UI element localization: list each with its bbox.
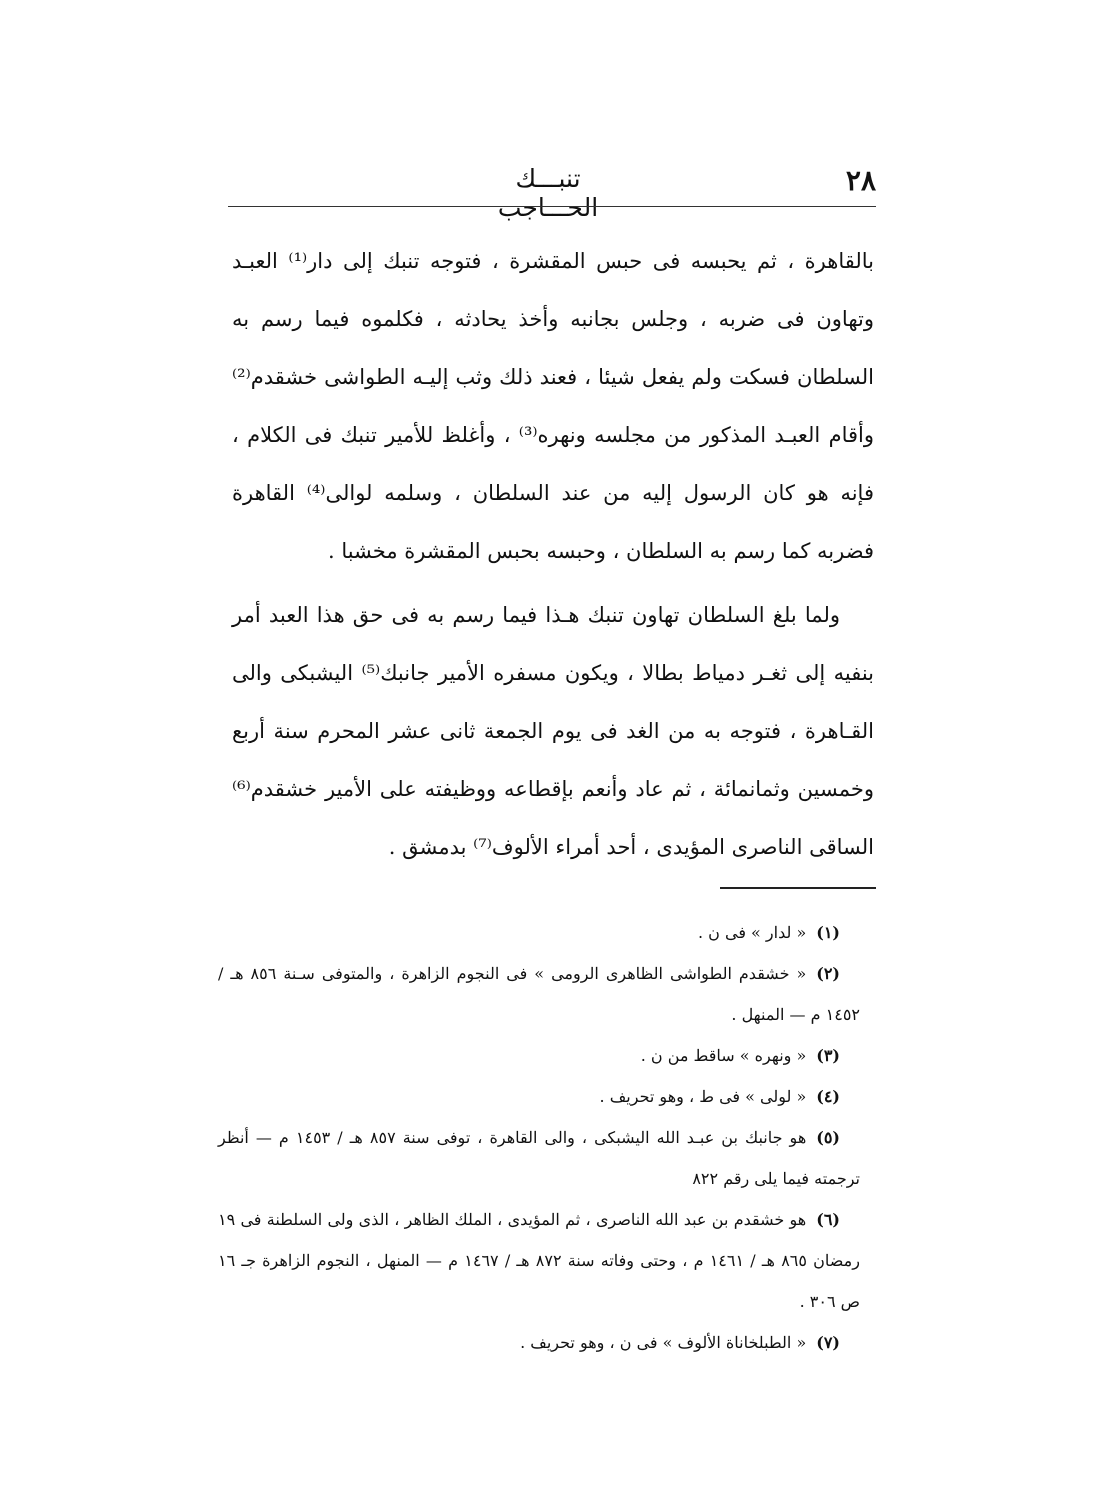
paragraph-1: بالقاهرة ، ثم يحبسه فى حبس المقشرة ، فتوجه تنبك إلى دار⁽¹⁾ العبـد وتهاون فى ضربه ، وجلس بجانبه وأخذ يحادثه ، فكلموه فيما رسم به السلطان فسكت ولم يفعل شيئا ، فعند ذلك وثب إليـه الطواشى خشقدم⁽²⁾ وأقام العبـد المذكور من مجلسه ونهره⁽³⁾ ، وأغلظ للأمير تنبك فى الكلام ، فإنه هو كان الرسول إليه من عند السلطان ، وسلمه لوالى⁽⁴⁾ القاهرة فضربه كما رسم به السلطان ، وحبسه بحبس المقشرة مخشبا . — [232, 249, 874, 563]
footnote-number: (٤) — [816, 1087, 840, 1106]
footnote-divider — [720, 887, 876, 889]
page-number: ٢٨ — [845, 164, 876, 197]
paragraph-2: ولما بلغ السلطان تهاون تنبك هـذا فيما رسم به فى حق هذا العبد أمر بنفيه إلى ثغـر دمياط بطالا ، ويكون مسفره الأمير جانبك⁽⁵⁾ اليشبكى والى القـاهرة ، فتوجه به من الغد فى يوم الجمعة ثانى عشر المحرم سنة أربع وخمسين وثمانمائة ، ثم عاد وأنعم بإقطاعه ووظيفته على الأمير خشقدم⁽⁶⁾ الساقى الناصرى المؤيدى ، أحد أمراء الألوف⁽⁷⁾ بدمشق . — [232, 603, 874, 859]
running-title: تنبـــك الحـــاجب — [497, 164, 599, 222]
footnote-number: (٥) — [816, 1128, 840, 1147]
footnote-2 — [218, 953, 860, 1035]
footnotes — [218, 912, 860, 1363]
footnote-4 — [218, 1076, 860, 1117]
main-text — [232, 232, 874, 876]
page-header — [228, 162, 876, 222]
footnote-number: (٧) — [816, 1333, 840, 1352]
footnote-number: (٣) — [816, 1046, 840, 1065]
footnote-text: « لدار » فى ن . — [697, 923, 807, 942]
footnote-number: (٦) — [816, 1210, 840, 1229]
header-divider — [228, 206, 876, 207]
footnote-text: « لولى » فى ط ، وهو تحريف . — [599, 1087, 807, 1106]
footnote-5 — [218, 1117, 860, 1199]
footnote-text: « ونهره » ساقط من ن . — [640, 1046, 807, 1065]
footnote-7 — [218, 1322, 860, 1363]
footnote-1 — [218, 912, 860, 953]
footnote-3 — [218, 1035, 860, 1076]
footnote-text: « الطبلخاناة الألوف » فى ن ، وهو تحريف . — [520, 1333, 807, 1352]
footnote-text: هو جانبك بن عبـد الله اليشبكى ، والى القاهرة ، توفى سنة ٨٥٧ هـ / ١٤٥٣ م — أنظر ترجمته فيما يلى رقم ٨٢٢ — [218, 1128, 860, 1188]
footnote-6 — [218, 1199, 860, 1322]
footnote-text: هو خشقدم بن عبد الله الناصرى ، ثم المؤيدى ، الملك الظاهر ، الذى ولى السلطنة فى ١٩ رمضان ٨٦٥ هـ / ١٤٦١ م ، وحتى وفاته سنة ٨٧٢ هـ / ١٤٦٧ م — المنهل ، النجوم الزاهرة جـ ١٦ ص ٣٠٦ . — [218, 1210, 860, 1311]
footnote-number: (١) — [816, 923, 840, 942]
footnote-text: « خشقدم الطواشى الظاهرى الرومى » فى النجوم الزاهرة ، والمتوفى سـنة ٨٥٦ هـ / ١٤٥٢ م — المنهل . — [218, 964, 860, 1024]
footnote-number: (٢) — [816, 964, 840, 983]
